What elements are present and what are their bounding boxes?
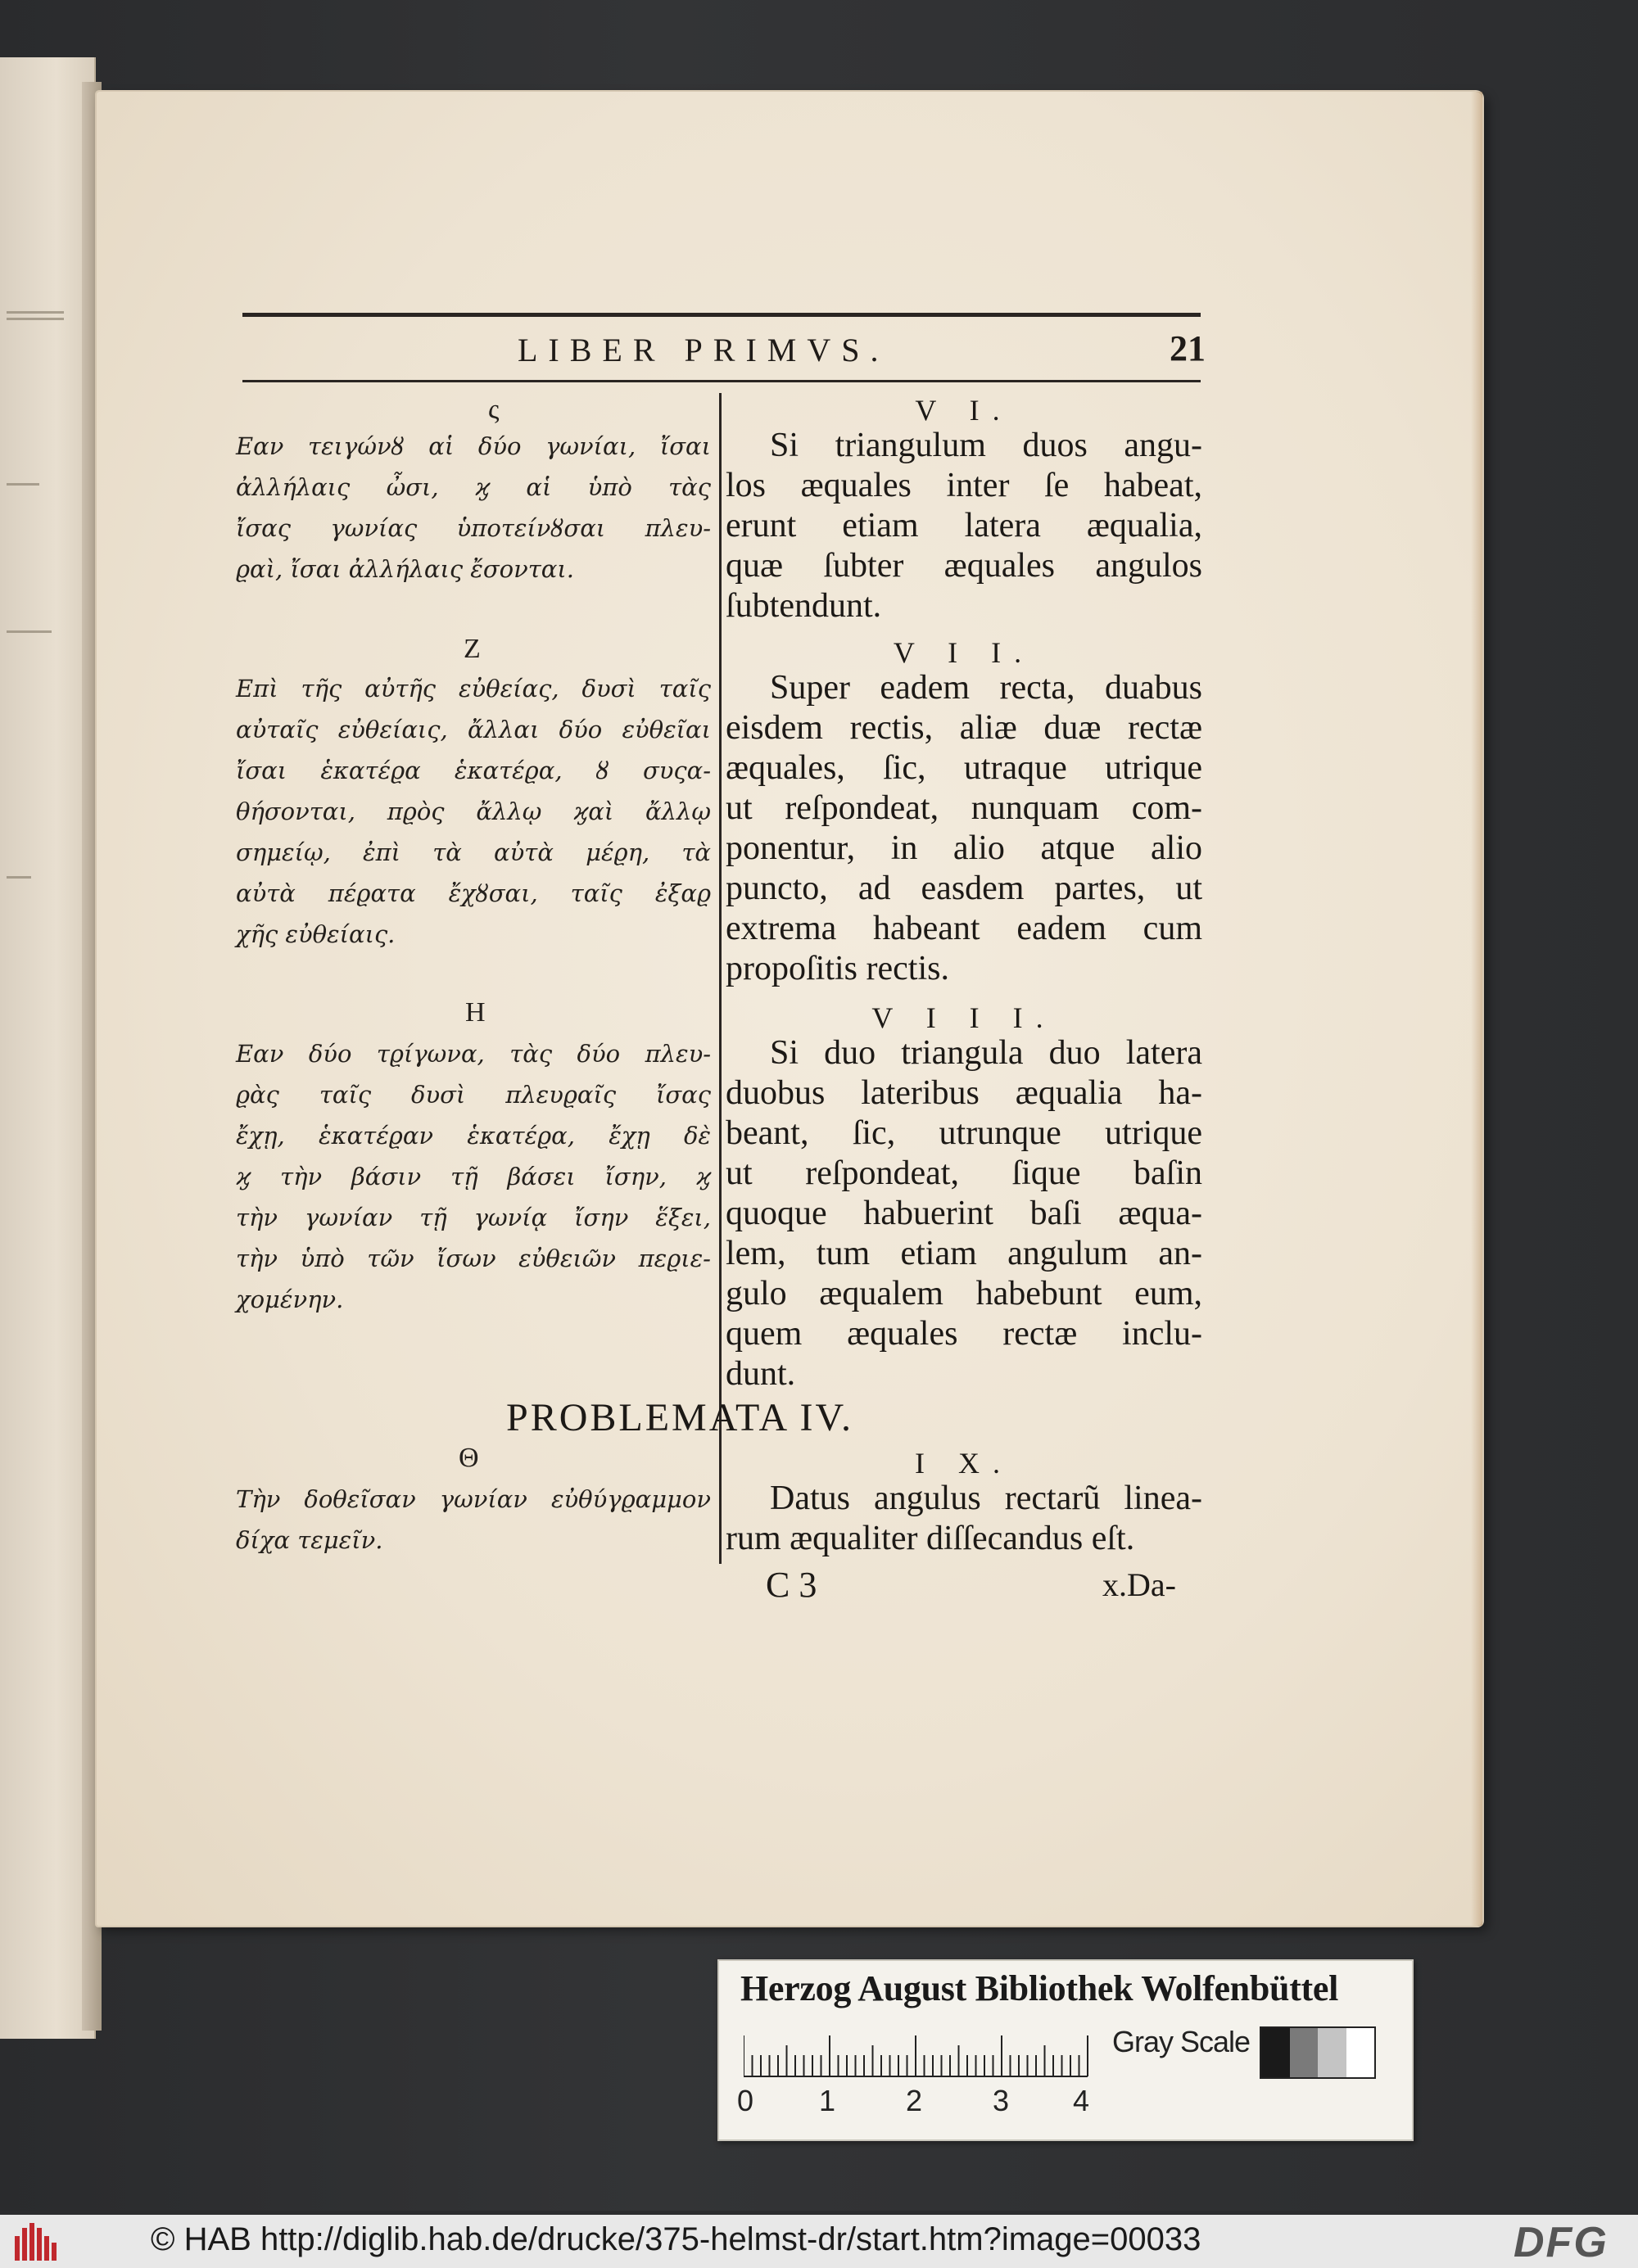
- greek-heading-6: ς: [488, 395, 500, 425]
- gray-scale-card: [717, 1959, 1414, 2141]
- latin-line: Super eadem recta, duabus: [770, 669, 1202, 707]
- latin-line: ſubtendunt.: [726, 587, 882, 625]
- greek-heading-7: Z: [464, 634, 481, 664]
- page-number: 21: [1170, 328, 1206, 368]
- ruler-number: 1: [819, 2084, 836, 2117]
- swatch-dark-gray: [1290, 2028, 1319, 2077]
- latin-line: extrema habeant eadem cum: [726, 910, 1202, 947]
- greek-problem-9: [236, 1479, 711, 1561]
- greek-line: θήσονται, πϱὸς ἄλλῳ ϗαὶ ἄλλῳ: [236, 797, 711, 825]
- section-title-problemata: PROBLEMATA IV.: [506, 1396, 854, 1439]
- latin-line: eisdem rectis, aliæ duæ rectæ: [726, 709, 1202, 747]
- ruler-number: 3: [993, 2084, 1010, 2117]
- greek-line: ἔχῃ, ἑκατέϱαν ἑκατέϱα, ἔχῃ δὲ: [236, 1122, 711, 1150]
- latin-proposition-vi: [726, 426, 1202, 626]
- ruler-number: 2: [906, 2084, 923, 2117]
- header-rule-bottom: [242, 380, 1201, 382]
- greek-line: ἴσαι ἑκατέϱα ἑκατέϱα, ȣ συςα-: [236, 757, 711, 784]
- latin-proposition-vii: [726, 668, 1202, 989]
- greek-line: ἴσας γωνίας ὑποτείνȣσαι πλευ-: [236, 514, 711, 542]
- greek-line: δίχα τεμεῖν.: [236, 1526, 383, 1554]
- hab-logo-icon: [15, 2223, 72, 2261]
- latin-line: æquales, ſic, utraque utrique: [726, 749, 1202, 787]
- latin-line: ponentur, in alio atque alio: [726, 829, 1202, 867]
- greek-line: χῆς εὐθείαις.: [236, 920, 396, 948]
- latin-line: Si triangulum duos angu-: [770, 427, 1202, 464]
- greek-line: ϱὰς ταῖς δυσὶ πλευϱαῖς ἴσας: [236, 1081, 711, 1109]
- latin-heading-ix: I X.: [915, 1447, 1013, 1480]
- greek-proposition-7: [236, 668, 711, 955]
- greek-line: χομένην.: [236, 1285, 344, 1313]
- greek-line: τὴν ὑπὸ τῶν ἴσων εὐθειῶν πεϱιε-: [236, 1245, 711, 1272]
- latin-line: Datus angulus rectarũ linea-: [770, 1480, 1202, 1517]
- swatch-light-gray: [1318, 2028, 1346, 2077]
- card-library-title: Herzog August Bibliothek Wolfenbüttel: [740, 1968, 1339, 2008]
- column-divider: [719, 393, 722, 1564]
- latin-heading-vi: V I.: [915, 394, 1013, 427]
- latin-line: ut reſpondeat, ſique baſin: [726, 1154, 1202, 1192]
- swatch-white: [1346, 2028, 1375, 2077]
- latin-line: quem æquales rectæ inclu-: [726, 1315, 1202, 1353]
- gray-scale-label: Gray Scale: [1112, 2025, 1251, 2058]
- gray-swatch: [1260, 2026, 1376, 2079]
- greek-proposition-8: [236, 1033, 711, 1320]
- latin-line: rum æqualiter diſſecandus eſt.: [726, 1520, 1135, 1557]
- latin-line: dunt.: [726, 1355, 796, 1393]
- header-rule-top: [242, 313, 1201, 317]
- latin-line: puncto, ad easdem partes, ut: [726, 870, 1202, 907]
- greek-line: σημείῳ, ἐπὶ τὰ αὐτὰ μέϱη, τὰ: [236, 838, 711, 866]
- greek-line: αὐτὰ πέϱατα ἔχȣσαι, ταῖς ἐξαϱ: [236, 879, 711, 907]
- greek-line: ϗ τὴν βάσιν τῇ βάσει ἴσην, ϗ: [236, 1163, 711, 1190]
- ruler-numbers: [737, 2084, 1163, 2125]
- catchword: x.Da-: [1102, 1566, 1176, 1603]
- footer-copyright-link[interactable]: © HAB http://diglib.hab.de/drucke/375-helmst-dr/start.htm?image=00033: [151, 2221, 1201, 2257]
- greek-line: ἀλλήλαις ὦσι, ϗ αἱ ὑπὸ τὰς: [236, 473, 711, 501]
- swatch-black: [1261, 2028, 1290, 2077]
- latin-proposition-viii: [726, 1033, 1202, 1394]
- latin-heading-viii: V I I I.: [871, 1001, 1057, 1034]
- greek-line: Επὶ τῆς αὐτῆς εὐθείας, δυσὶ ταῖς: [236, 675, 711, 703]
- latin-line: propoſitis rectis.: [726, 950, 949, 987]
- latin-line: quoque habuerint baſi æqua-: [726, 1195, 1202, 1232]
- running-head-title: LIBER PRIMVS.: [518, 332, 889, 368]
- footer-bar: [0, 2215, 1638, 2268]
- greek-line: Εαν δύο τϱίγωνα, τὰς δύο πλευ-: [236, 1040, 711, 1068]
- signature-mark: C 3: [766, 1565, 817, 1605]
- latin-line: gulo æqualem habebunt eum,: [726, 1275, 1202, 1312]
- greek-proposition-6: [236, 426, 711, 590]
- greek-line: ϱαὶ, ἴσαι ἀλλήλαις ἔσονται.: [236, 555, 574, 583]
- latin-line: los æquales inter ſe habeat,: [726, 467, 1202, 504]
- latin-line: duobus lateribus æqualia ha-: [726, 1074, 1202, 1112]
- latin-line: ut reſpondeat, nunquam com-: [726, 789, 1202, 827]
- greek-line: Τὴν δοθεῖσαν γωνίαν εὐθύγϱαμμον: [236, 1485, 711, 1513]
- latin-line: erunt etiam latera æqualia,: [726, 507, 1202, 544]
- greek-line: Εαν τειγώνȣ αἱ δύο γωνίαι, ἴσαι: [236, 432, 711, 460]
- dfg-logo: DFG: [1514, 2219, 1609, 2266]
- greek-line: αὐταῖς εὐθείαις, ἄλλαι δύο εὐθεῖαι: [236, 716, 711, 743]
- ruler-number: 0: [737, 2084, 754, 2117]
- greek-line: τὴν γωνίαν τῇ γωνίᾳ ἴσην ἕξει,: [236, 1204, 711, 1231]
- latin-line: beant, ſic, utrunque utrique: [726, 1114, 1202, 1152]
- latin-line: lem, tum etiam angulum an-: [726, 1235, 1202, 1272]
- latin-heading-vii: V I I.: [893, 636, 1035, 669]
- latin-problem-ix: [726, 1479, 1202, 1559]
- ruler-number: 4: [1073, 2084, 1090, 2117]
- greek-heading-8: H: [465, 997, 486, 1028]
- ruler-scale-icon: [744, 2031, 1153, 2077]
- latin-line: quæ ſubter æquales angulos: [726, 547, 1202, 585]
- latin-line: Si duo triangula duo latera: [770, 1034, 1202, 1072]
- greek-heading-9: Θ: [459, 1443, 479, 1473]
